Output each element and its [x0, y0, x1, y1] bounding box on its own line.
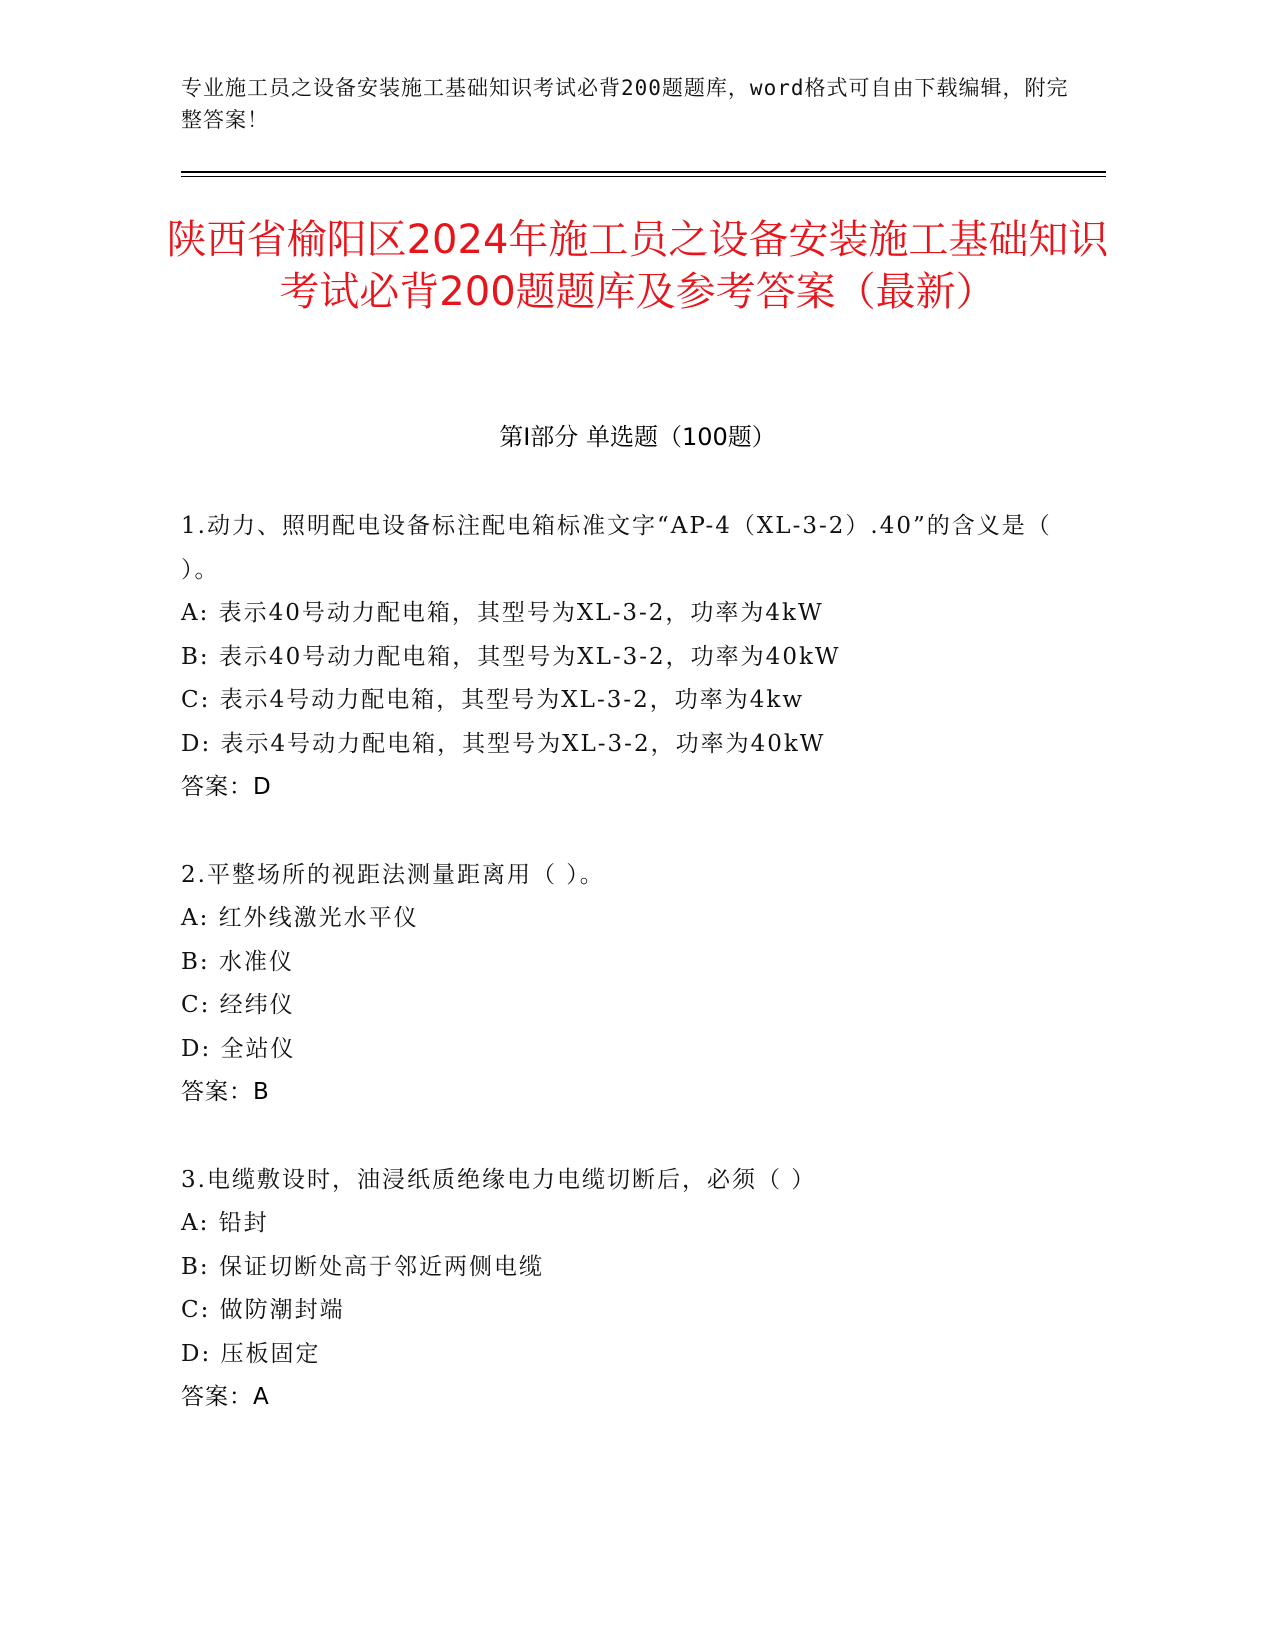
question-item — [181, 1159, 1061, 1420]
option-b: B: 保证切断处高于邻近两侧电缆 — [181, 1253, 544, 1280]
question-stem: 1.动力、照明配电设备标注配电箱标准文字“AP-4（XL-3-2）.40”的含义是（ ）。 — [181, 513, 1052, 583]
option-d: D: 压板固定 — [181, 1340, 321, 1367]
question-item — [181, 854, 1061, 1115]
answer-line: 答案：A — [181, 1384, 270, 1410]
section-heading: 第I部分 单选题（100题） — [499, 423, 776, 451]
question-stem: 3.电缆敷设时，油浸纸质绝缘电力电缆切断后，必须（ ） — [181, 1166, 817, 1193]
answer-line: 答案：D — [181, 774, 272, 800]
question-list — [181, 505, 1061, 1464]
option-a: A: 表示40号动力配电箱，其型号为XL-3-2，功率为4kW — [181, 600, 824, 626]
header-note: 专业施工员之设备安装施工基础知识考试必背200题题库，word格式可自由下载编辑，附完整答案！ — [181, 76, 1069, 132]
question-stem: 2.平整场所的视距法测量距离用（ ）。 — [181, 861, 605, 888]
answer-line: 答案：B — [181, 1079, 270, 1105]
option-c: C: 做防潮封端 — [181, 1297, 345, 1323]
question-item — [181, 505, 1061, 810]
option-d: D: 全站仪 — [181, 1035, 296, 1062]
option-c: C: 表示4号动力配电箱，其型号为XL-3-2，功率为4kw — [181, 687, 805, 713]
option-a: A: 铅封 — [181, 1210, 269, 1236]
option-a: A: 红外线激光水平仪 — [181, 905, 419, 931]
option-d: D: 表示4号动力配电箱，其型号为XL-3-2，功率为40kW — [181, 730, 826, 757]
option-b: B: 表示40号动力配电箱，其型号为XL-3-2，功率为40kW — [181, 643, 841, 670]
document-title: 陕西省榆阳区2024年施工员之设备安装施工基础知识考试必背200题题库及参考答案（最新） — [166, 217, 1109, 315]
header-rule-thin — [181, 176, 1106, 177]
option-c: C: 经纬仪 — [181, 992, 295, 1018]
option-b: B: 水准仪 — [181, 948, 294, 975]
header-rule-thick — [181, 171, 1106, 173]
